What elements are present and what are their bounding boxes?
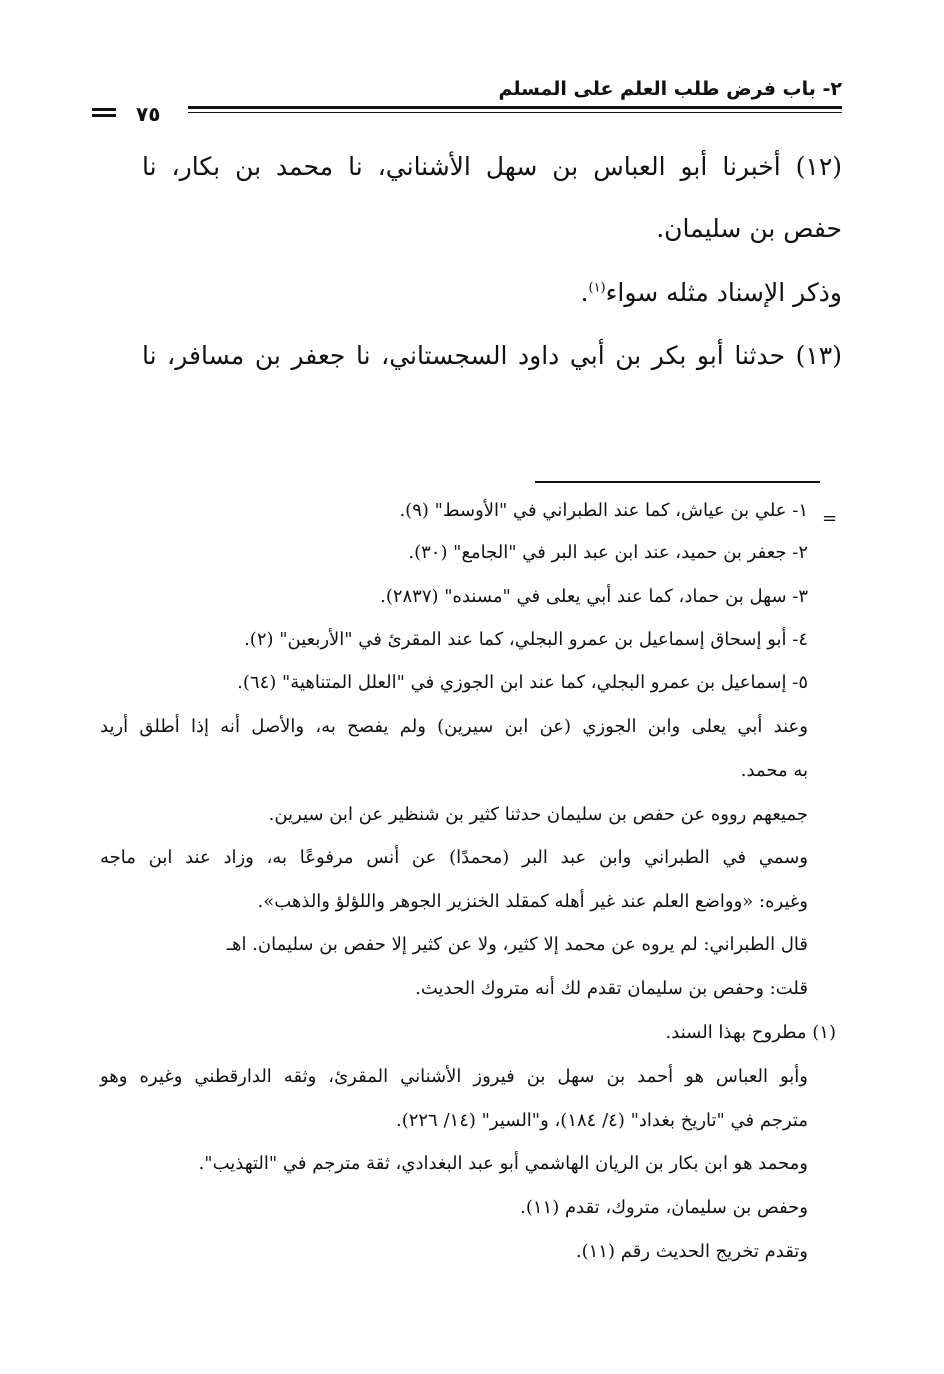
- footnote-line: قال الطبراني: لم يروه عن محمد إلا كثير، ولا عن كثير إلا حفص بن سليمان. اهـ: [226, 934, 808, 955]
- footnote-line: قلت: وحفص بن سليمان تقدم لك أنه متروك الحديث.: [415, 978, 808, 999]
- footnote-line: وغيره: «وواضع العلم عند غير أهله كمقلد الخنزير الجوهر واللؤلؤ والذهب».: [257, 891, 808, 912]
- footnote-line: وتقدم تخريج الحديث رقم (١١).: [575, 1241, 808, 1262]
- footnote-line: ٢- جعفر بن حميد، عند ابن عبد البر في "الجامع" (٣٠).: [408, 542, 808, 563]
- footnote-ref: (١): [588, 280, 606, 296]
- main-text: [92, 0, 842, 420]
- footnote-line: ٥- إسماعيل بن عمرو البجلي، كما عند ابن الجوزي في "العلل المتناهية" (٦٤).: [237, 672, 808, 693]
- footnote-line: وسمي في الطبراني وابن عبد البر (محمدًا) عن أنس مرفوعًا به، وزاد عند ابن ماجه: [100, 847, 808, 868]
- main-line-3-text: وذكر الإسناد مثله سواء: [605, 278, 842, 307]
- continuation-mark: =: [822, 508, 838, 529]
- footnote-line: ٣- سهل بن حماد، كما عند أبي يعلى في "مسنده" (٢٨٣٧).: [380, 586, 808, 607]
- footnote-line: ١- علي بن عياش، كما عند الطبراني في "الأوسط" (٩).: [399, 500, 808, 521]
- footnote-line: جميعهم رووه عن حفص بن سليمان حدثنا كثير بن شنظير عن ابن سيرين.: [268, 804, 808, 825]
- chapter-title: ٢- باب فرض طلب العلم على المسلم: [498, 78, 842, 100]
- footnote-line: مترجم في "تاريخ بغداد" (٤/ ١٨٤)، و"السير" (١٤/ ٢٢٦).: [395, 1110, 808, 1131]
- footnote-line: به محمد.: [740, 760, 808, 781]
- footnote-divider: [535, 481, 820, 483]
- footnote-line: وأبو العباس هو أحمد بن سهل بن فيروز الأشناني المقرئ، وثقه الدارقطني وغيره وهو: [100, 1066, 808, 1087]
- footnote-line: وحفص بن سليمان، متروك، تقدم (١١).: [520, 1197, 808, 1218]
- footnote-line: (١) مطروح بهذا السند.: [665, 1022, 836, 1043]
- page-number: ٧٥: [136, 102, 161, 126]
- main-line-4: (١٣) حدثنا أبو بكر بن أبي داود السجستاني، نا جعفر بن مسافر، نا: [142, 341, 842, 370]
- main-line-1: (١٢) أخبرنا أبو العباس بن سهل الأشناني، نا محمد بن بكار، نا: [142, 152, 843, 181]
- footnote-line: ومحمد هو ابن بكار بن الريان الهاشمي أبو عبد البغدادي، ثقة مترجم في "التهذيب".: [198, 1153, 808, 1174]
- footnote-line: وعند أبي يعلى وابن الجوزي (عن ابن سيرين) ولم يفصح به، والأصل أنه إذا أطلق أريد: [100, 716, 808, 737]
- main-line-2: حفص بن سليمان.: [656, 214, 842, 243]
- main-line-3: [142, 278, 842, 307]
- main-line-3-end: .: [580, 278, 589, 307]
- footnote-line: ٤- أبو إسحاق إسماعيل بن عمرو البجلي، كما عند المقرئ في "الأربعين" (٢).: [244, 629, 808, 650]
